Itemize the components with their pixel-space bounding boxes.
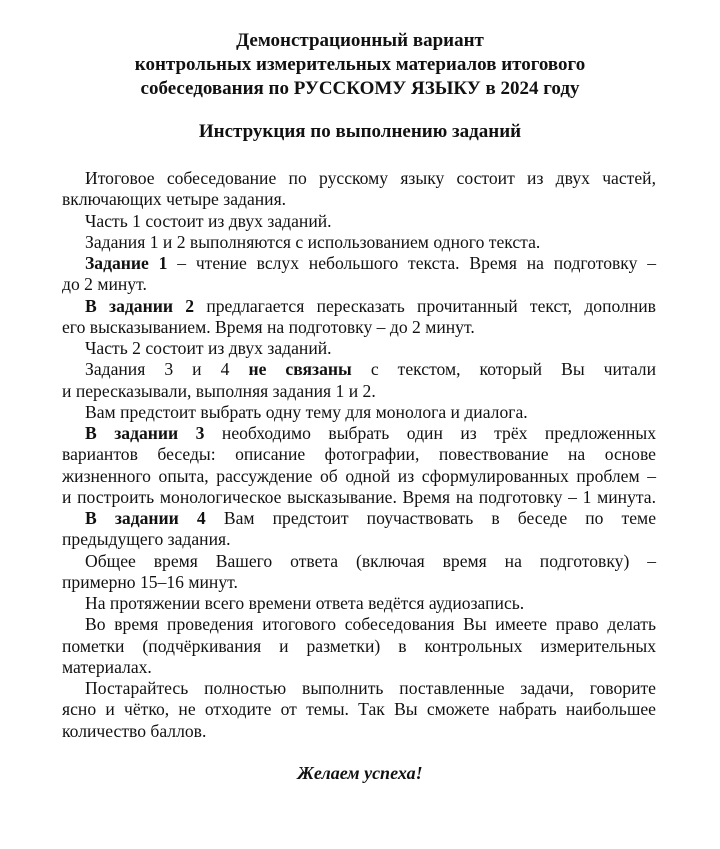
text-line: примерно 15–16 минут. xyxy=(62,571,238,592)
text-line: включающих четыре задания. xyxy=(62,189,287,210)
text-line: Во время проведения итогового собеседования Вы имеете право делать xyxy=(85,614,656,635)
text-line: Задание 1 – чтение вслух небольшого текста. Время на подготовку – xyxy=(85,253,656,273)
text-line: Часть 2 состоит из двух заданий. xyxy=(85,338,332,358)
text-line: Вам предстоит выбрать одну тему для монолога и диалога. xyxy=(85,401,528,422)
text-line: В задании 3 необходимо выбрать один из трёх предложенных xyxy=(85,423,656,443)
text-line: и пересказывали, выполняя задания 1 и 2. xyxy=(62,380,376,401)
text-line: Постарайтесь полностью выполнить поставленные задачи, говорите xyxy=(85,678,656,698)
text-line: вариантов беседы: описание фотографии, повествование на основе xyxy=(62,444,656,465)
text-line: Общее время Вашего ответа (включая время на подготовку) – xyxy=(85,550,656,571)
text-line: до 2 минут. xyxy=(62,274,147,295)
text-line: и построить монологическое высказывание. Время на подготовку – 1 минута. xyxy=(62,486,656,507)
instructions-heading: Инструкция по выполнению заданий xyxy=(198,121,522,142)
text-line: его высказыванием. Время на подготовку – до 2 минут. xyxy=(62,316,475,337)
closing-wish: Желаем успеха! xyxy=(297,763,423,783)
instructions-body xyxy=(62,168,656,742)
text-line: предыдущего задания. xyxy=(62,529,231,550)
text-line: пометки (подчёркивания и разметки) в контрольных измерительных xyxy=(62,635,656,656)
text-line: В задании 2 предлагается пересказать прочитанный текст, дополнив xyxy=(85,295,656,316)
text-line: В задании 4 Вам предстоит поучаствовать в беседе по теме xyxy=(85,508,656,528)
title-line: контрольных измерительных материалов итогового xyxy=(134,54,586,75)
text-line: количество баллов. xyxy=(62,720,207,741)
document-title xyxy=(0,29,720,101)
text-line: На протяжении всего времени ответа ведётся аудиозапись. xyxy=(85,593,525,613)
title-line: Демонстрационный вариант xyxy=(236,30,484,51)
text-line: ясно и чётко, не отходите от темы. Так Вы сможете набрать наибольшее xyxy=(62,699,656,720)
text-line: Задания 1 и 2 выполняются с использованием одного текста. xyxy=(85,231,541,252)
text-line: Итоговое собеседование по русскому языку состоит из двух частей, xyxy=(85,168,656,188)
text-line: жизненного опыта, рассуждение об одной из сформулированных проблем – xyxy=(62,465,656,486)
text-line: Часть 1 состоит из двух заданий. xyxy=(85,210,332,231)
title-line: собеседования по РУССКОМУ ЯЗЫКУ в 2024 году xyxy=(140,78,580,99)
text-line: материалах. xyxy=(62,656,152,677)
text-line: Задания 3 и 4 не связаны с текстом, который Вы читали xyxy=(85,359,657,380)
